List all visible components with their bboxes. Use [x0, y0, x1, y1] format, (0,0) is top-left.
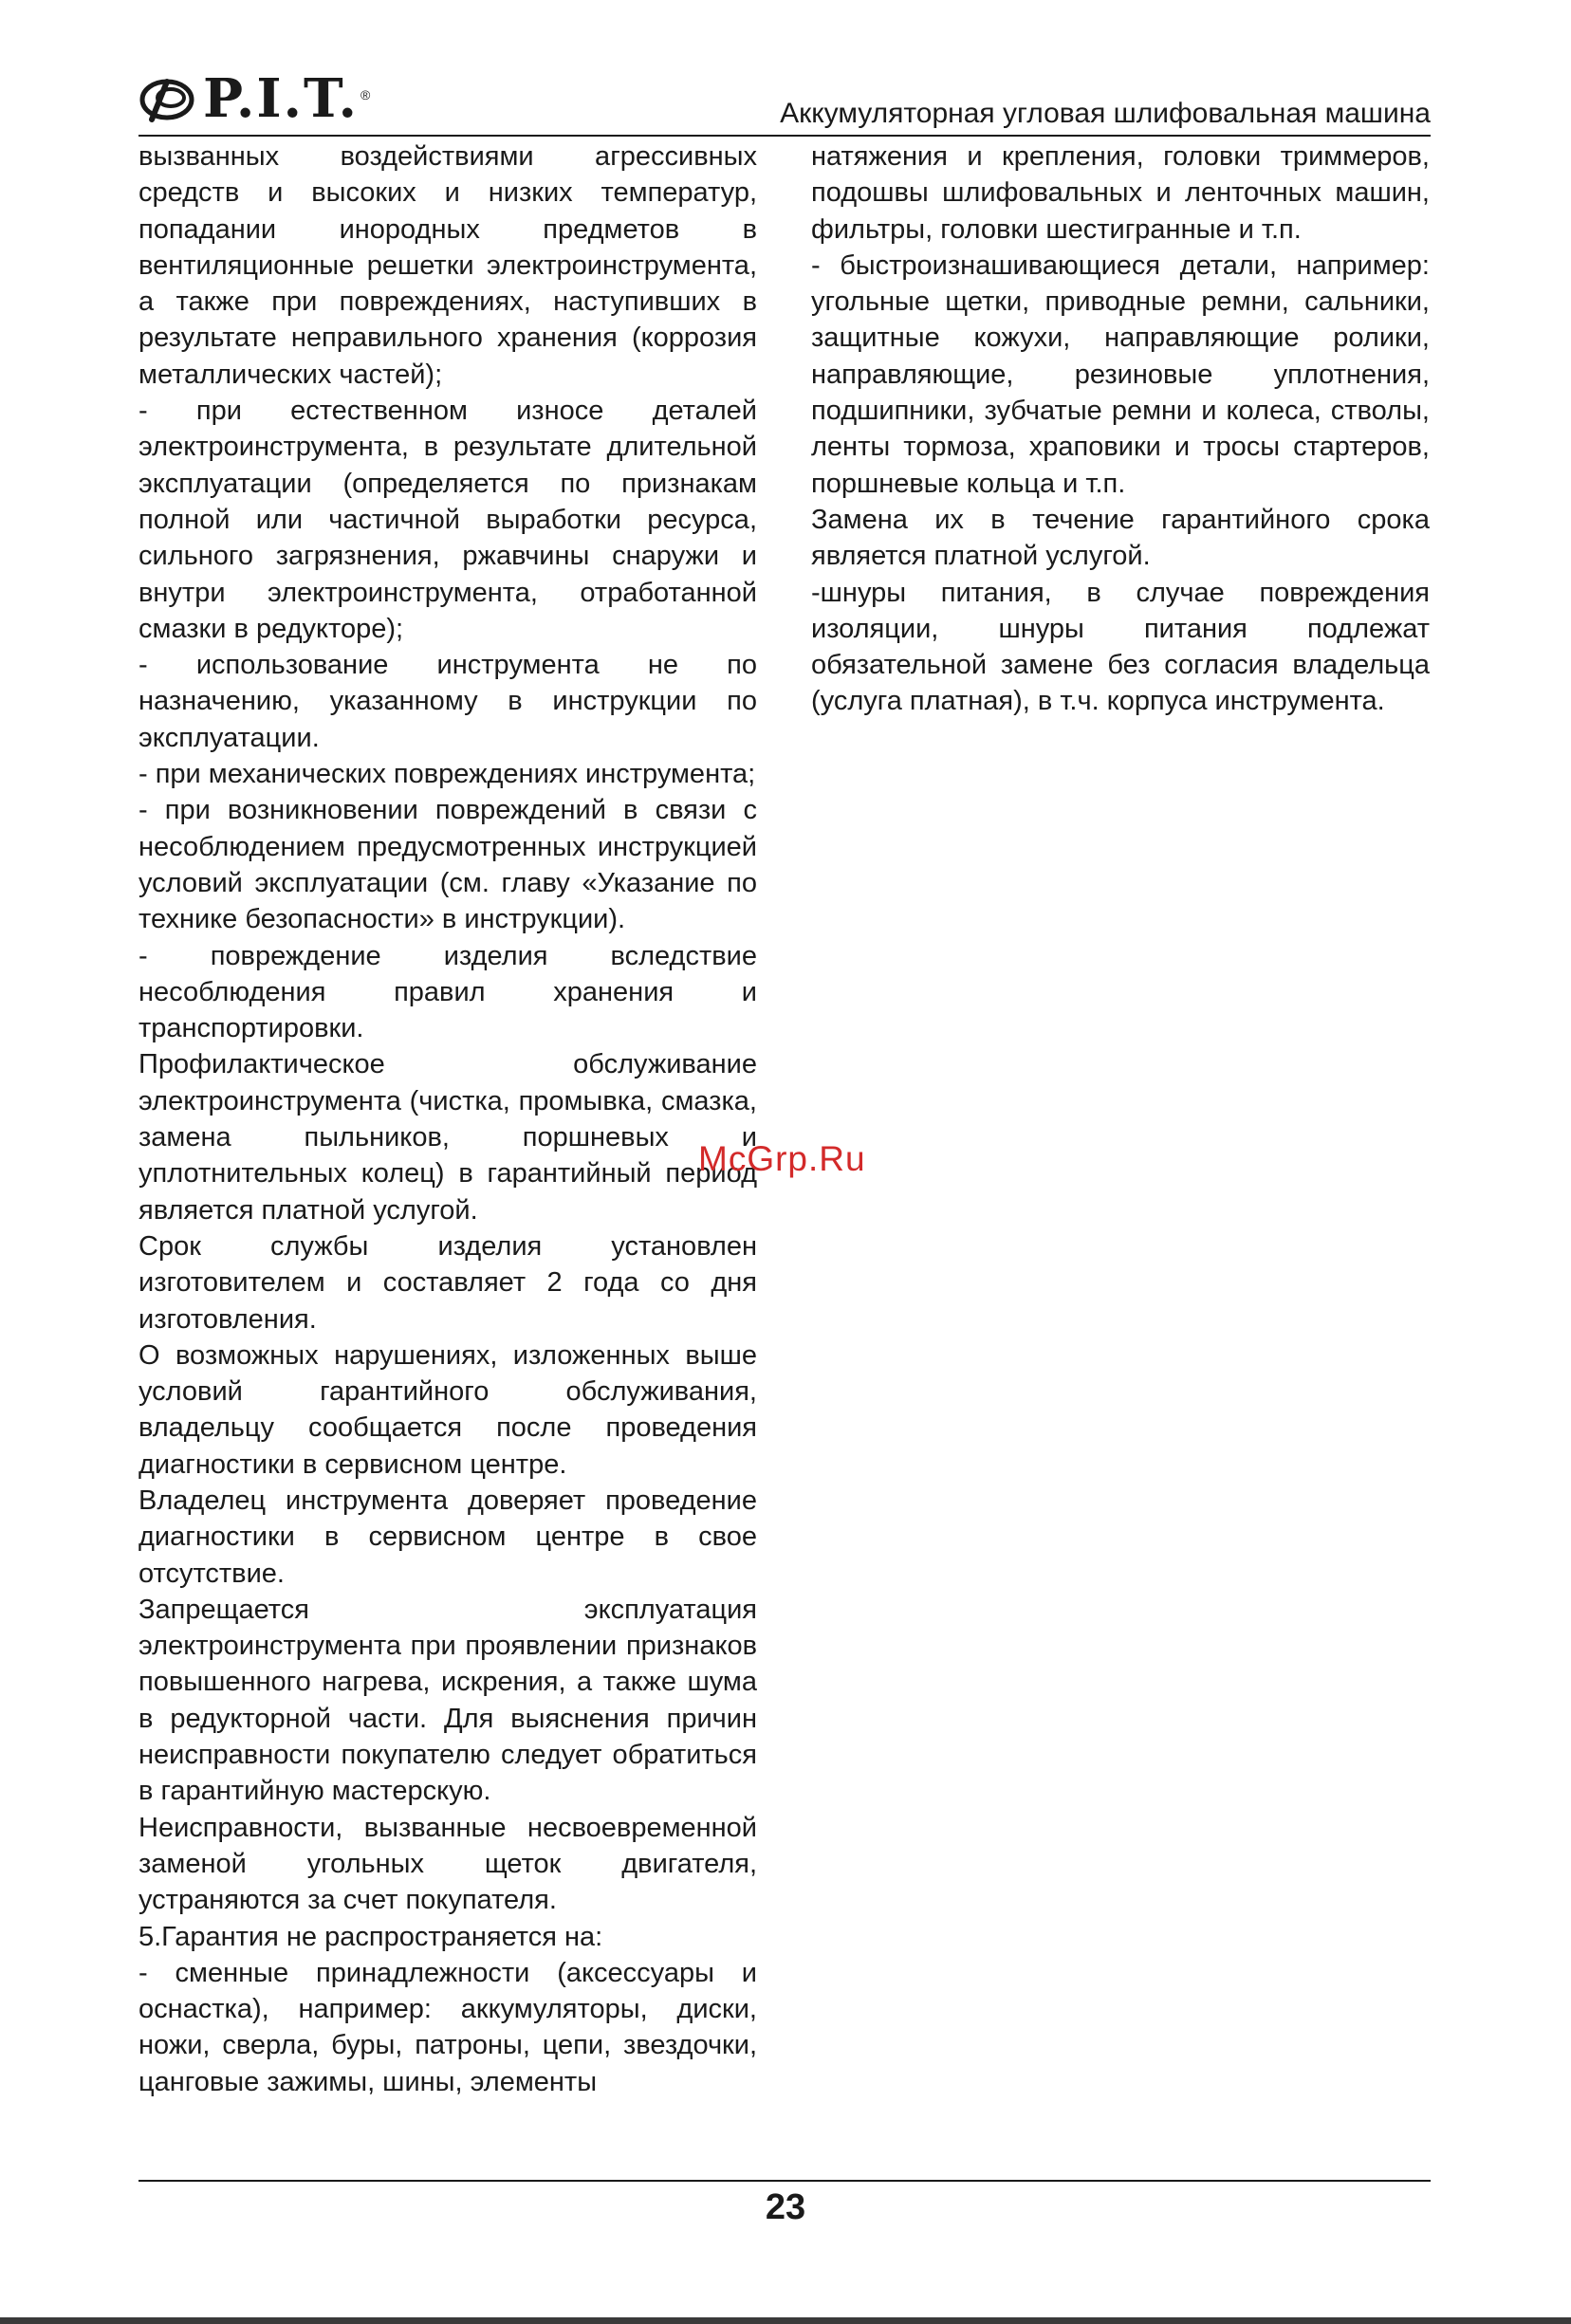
paragraph: вызванных воздействиями агрессивных средств и высоких и низких температур, попадании инородных предметов в вентиляционные решетки электроинструмента, а также при повреждениях, наступивших в результате неправильного хранения (коррозия металлических частей); [139, 141, 757, 390]
paragraph: Замена их в течение гарантийного срока является платной услугой. [811, 504, 1430, 572]
paragraph: - использование инструмента не по назначению, указанному в инструкции по эксплуатации. [139, 650, 757, 753]
paragraph: -шнуры питания, в случае повреждения изоляции, шнуры питания подлежат обязательной замене без согласия владельца (услуга платная), в т.ч. корпуса инструмента. [811, 577, 1430, 717]
footer-rule [139, 2180, 1431, 2182]
header-rule [139, 135, 1431, 137]
paragraph: Неисправности, вызванные несвоевременной заменой угольных щеток двигателя, устраняются за счет покупателя. [139, 1812, 757, 1916]
paragraph: Запрещается эксплуатация электроинструмента при проявлении признаков повышенного нагрева, искрения, а также шума в редукторной части. Для выяснения причин неисправности покупателю следует обратиться в гарантийную мастерскую. [139, 1594, 757, 1807]
paragraph: - при механических повреждениях инструмента; [139, 759, 756, 790]
paragraph: - при естественном износе деталей электроинструмента, в результате длительной эксплуатации (определяется по признакам полной или частичной выработки ресурса, сильного загрязнения, ржавчины снаружи и внутри электроинструмента, отработанной смазки в редукторе); [139, 396, 757, 644]
paragraph: О возможных нарушениях, изложенных выше условий гарантийного обслуживания, владельцу сообщается после проведения диагностики в сервисном центре. [139, 1339, 757, 1480]
paragraph: - быстроизнашивающиеся детали, например: угольные щетки, приводные ремни, сальники, защитные кожухи, направляющие ролики, направляющие, резиновые уплотнения, подшипники, зубчатые ремни и колеса, стволы, ленты тормоза, храповики и тросы стартеров, поршневые кольца и т.п. [811, 249, 1430, 499]
left-column [139, 138, 757, 2100]
paragraph: - при возникновении повреждений в связи с несоблюдением предусмотренных инструкцией условий эксплуатации (см. главу «Указание по технике безопасности» в инструкции). [139, 795, 757, 935]
paragraph: Профилактическое обслуживание электроинструмента (чистка, промывка, смазка, замена пыльников, поршневых и уплотнительных колец) в гарантийный период является платной услугой. [139, 1049, 757, 1226]
watermark: McGrp.Ru [698, 1139, 866, 1178]
pit-logo-icon [139, 74, 199, 123]
paragraph: - повреждение изделия вследствие несоблюдения правил хранения и транспортировки. [139, 940, 757, 1044]
paragraph: Срок службы изделия установлен изготовителем и составляет 2 года со дня изготовления. [139, 1230, 757, 1335]
brand-logo [139, 68, 370, 129]
logo-text: P.I.T. [203, 67, 359, 130]
paragraph: - сменные принадлежности (аксессуары и оснастка), например: аккумуляторы, диски, ножи, сверла, буры, патроны, цепи, звездочки, цанговые зажимы, шины, элементы [139, 1957, 757, 2097]
right-column [811, 138, 1430, 720]
section-heading: 5.Гарантия не распространяется на: [139, 1921, 603, 1952]
registered-mark: ® [360, 87, 371, 102]
paragraph: натяжения и крепления, головки триммеров, подошвы шлифовальных и ленточных машин, фильтры, головки шестигранные и т.п. [811, 141, 1430, 245]
page-number: 23 [765, 2187, 806, 2227]
scan-edge [0, 2317, 1571, 2324]
header-title: Аккумуляторная угловая шлифовальная машина [780, 98, 1431, 129]
paragraph: Владелец инструмента доверяет проведение диагностики в сервисном центре в свое отсутствие. [139, 1485, 757, 1589]
